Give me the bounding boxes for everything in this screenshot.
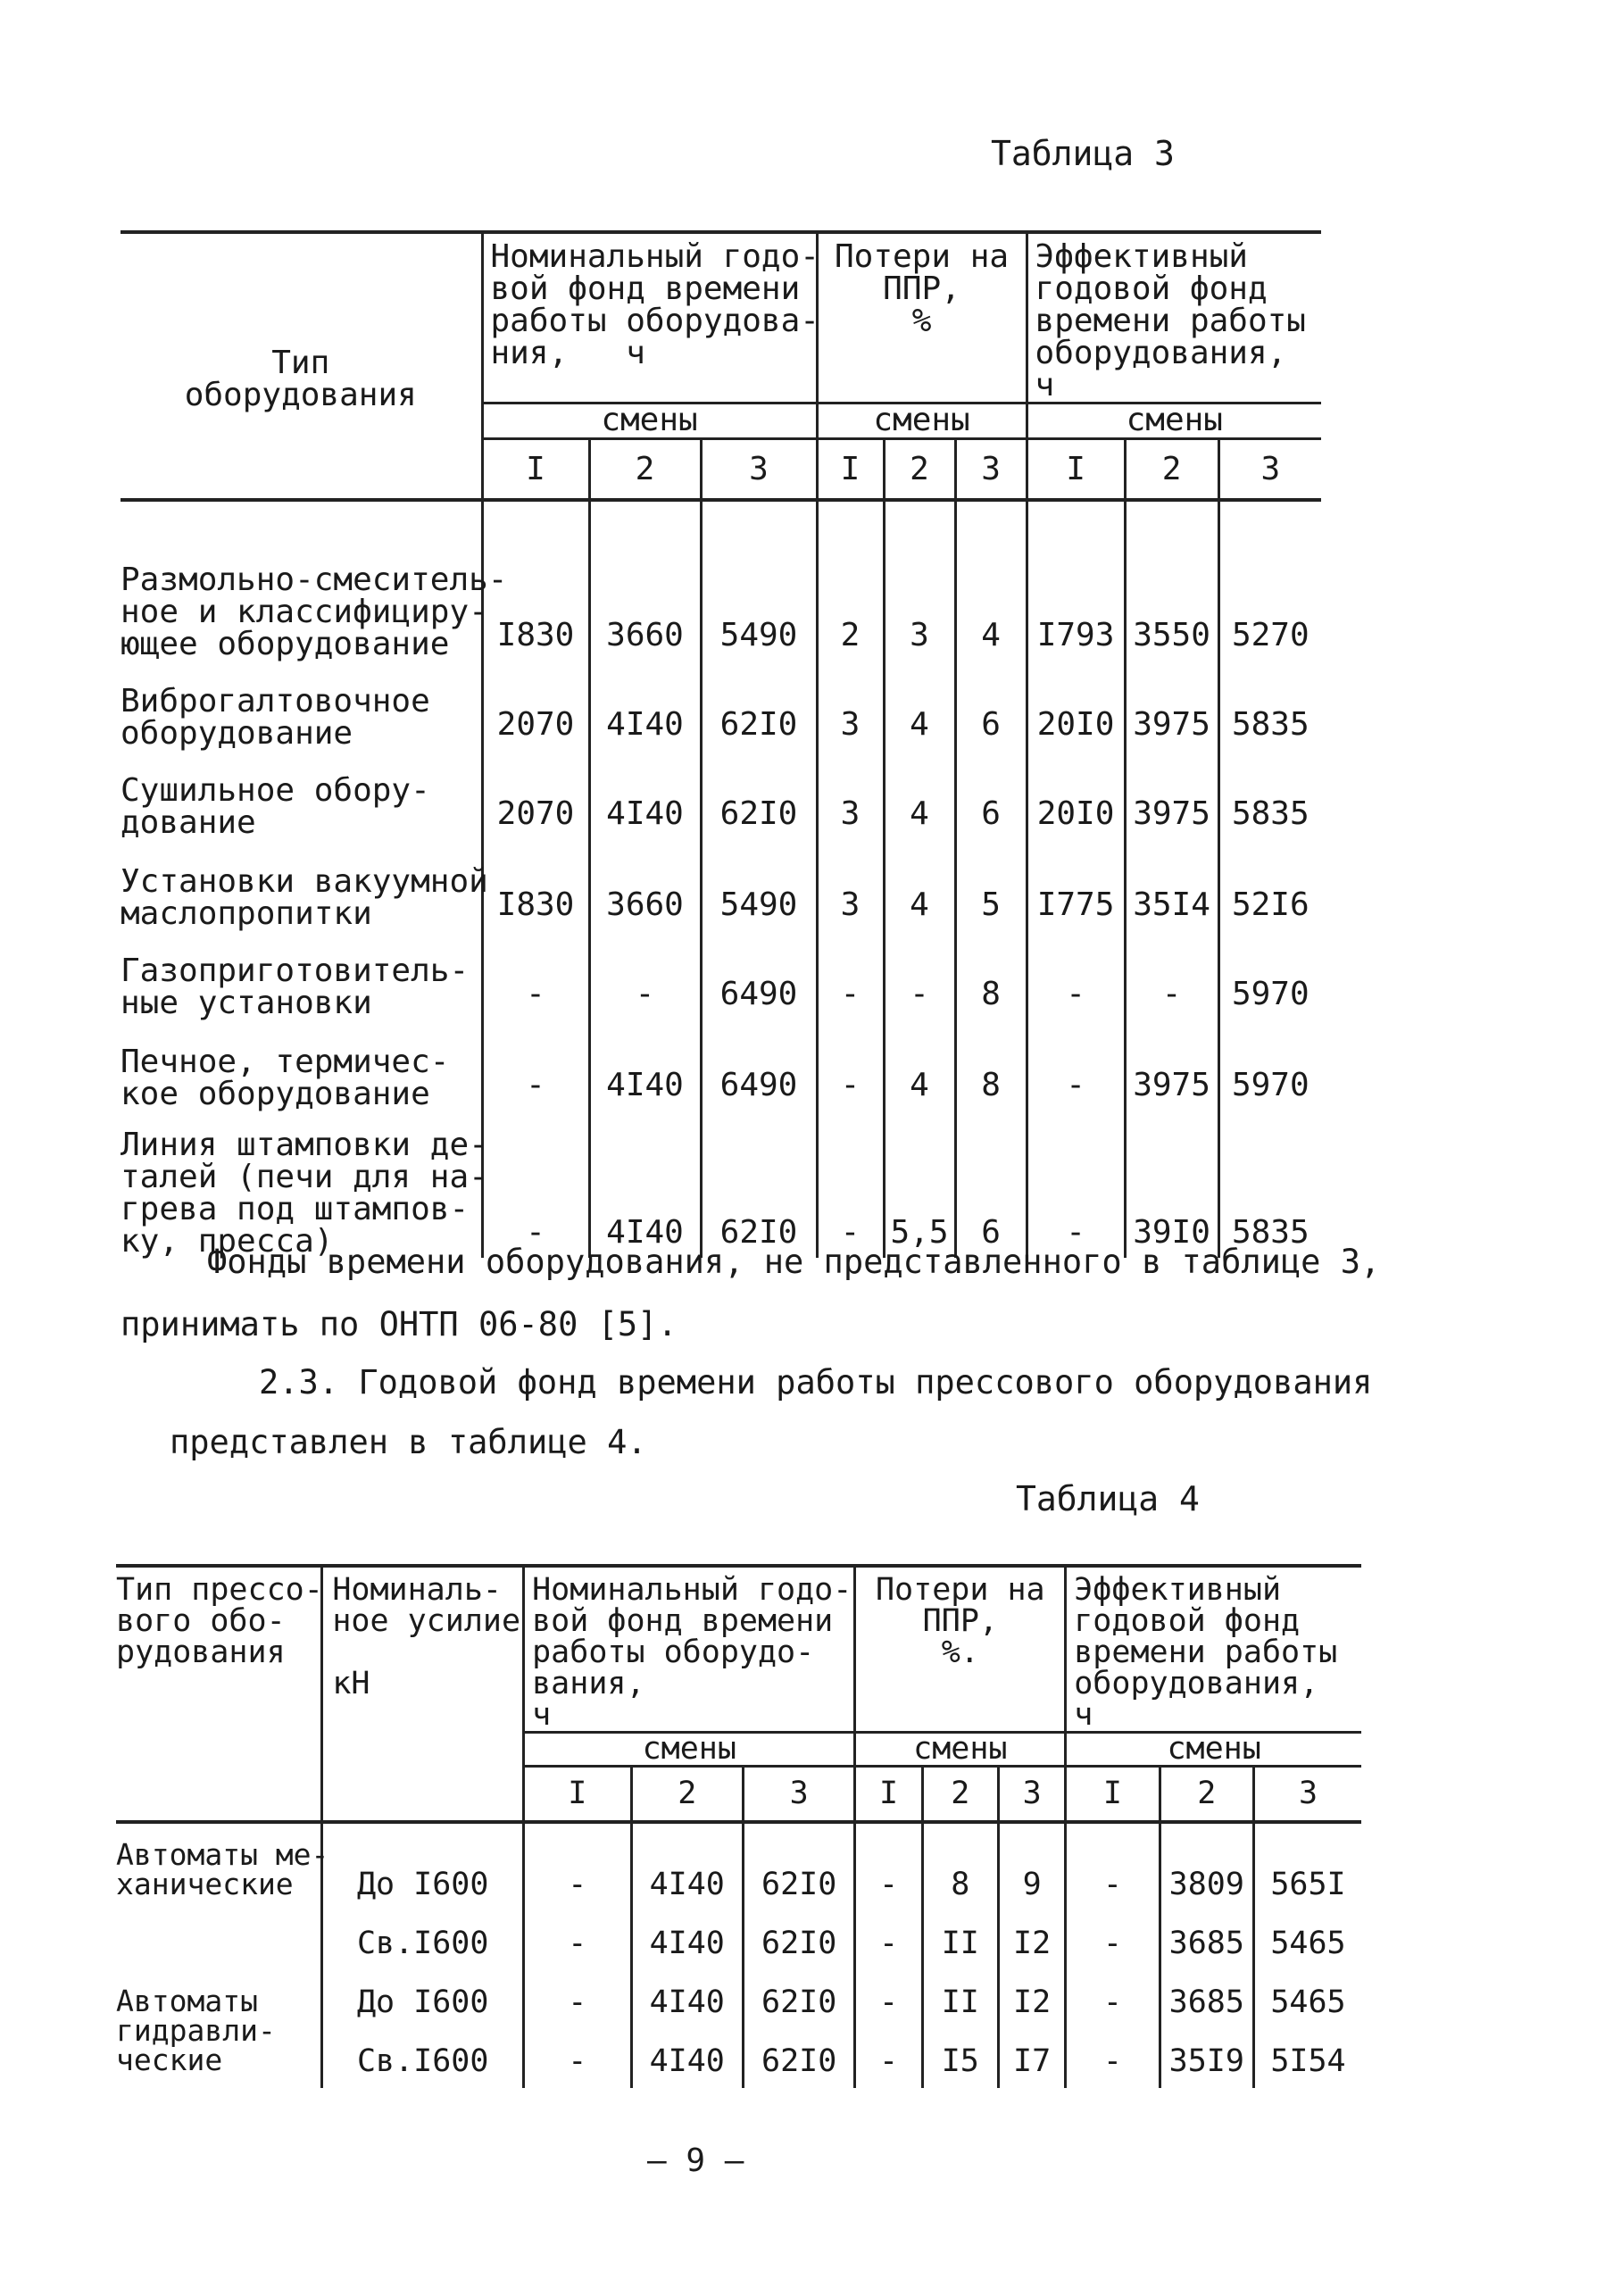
table3-cell: 5970 bbox=[1218, 1019, 1321, 1111]
table3-cell: 6490 bbox=[701, 930, 817, 1019]
table4-force: До I600 bbox=[322, 1970, 524, 2029]
table3-cell: I830 bbox=[482, 839, 589, 930]
page-number: — 9 — bbox=[647, 2142, 744, 2179]
table3-cell: 3 bbox=[817, 750, 884, 839]
t4-shifts-nominal: смены bbox=[524, 1733, 855, 1767]
table4-cell: - bbox=[524, 1911, 631, 1970]
t3-shift-num: 2 bbox=[589, 439, 701, 500]
table3-cell: 3 bbox=[817, 661, 884, 750]
table3-cell: 20I0 bbox=[1027, 750, 1125, 839]
table4-cell: 5465 bbox=[1253, 1911, 1361, 1970]
table3-cell: 2 bbox=[817, 500, 884, 661]
table3-cell: 2070 bbox=[482, 661, 589, 750]
table3-cell: 5490 bbox=[701, 500, 817, 661]
t3-shift-num: 3 bbox=[955, 439, 1027, 500]
table3-cell: 5970 bbox=[1218, 930, 1321, 1019]
table3-cell: 5490 bbox=[701, 839, 817, 930]
table3-cell: - bbox=[1125, 930, 1218, 1019]
table3-cell: 5270 bbox=[1218, 500, 1321, 661]
table4-force: Св.I600 bbox=[322, 2029, 524, 2088]
t3-header-losses: Потери на ППР, % bbox=[817, 232, 1027, 403]
table3-cell: 3975 bbox=[1125, 661, 1218, 750]
table3-cell: 5,5 bbox=[884, 1111, 955, 1258]
table4-force: Св.I600 bbox=[322, 1911, 524, 1970]
table3-cell: - bbox=[482, 930, 589, 1019]
table3-cell: 3660 bbox=[589, 500, 701, 661]
table3-cell: 8 bbox=[955, 1019, 1027, 1111]
t3-shift-num: I bbox=[482, 439, 589, 500]
table4-cell: 4I40 bbox=[631, 1822, 743, 1911]
table4-cell: II bbox=[922, 1911, 998, 1970]
table3-cell: 62I0 bbox=[701, 661, 817, 750]
table3-row bbox=[121, 750, 1321, 839]
table3-row-label: Сушильное обору- дование bbox=[121, 771, 430, 841]
table4-row bbox=[116, 1970, 1361, 2029]
t3-shifts-nominal: смены bbox=[482, 403, 817, 439]
table3-row-label: Печное, термичес- кое оборудование bbox=[121, 1043, 450, 1112]
table3-cell: 5835 bbox=[1218, 750, 1321, 839]
t4-header-force: Номиналь- ное усилие кН bbox=[322, 1566, 524, 1822]
table4-cell: - bbox=[1066, 1911, 1160, 1970]
table4-cell: 35I9 bbox=[1160, 2029, 1253, 2088]
table3-row bbox=[121, 1111, 1321, 1258]
table3-cell: - bbox=[884, 930, 955, 1019]
table3-cell: I830 bbox=[482, 500, 589, 661]
table3-cell: 3 bbox=[817, 839, 884, 930]
table3-cell: 4 bbox=[884, 839, 955, 930]
t3-header-nominal: Номинальный годо- вой фонд времени работы оборудова- ния, ч bbox=[482, 232, 817, 403]
table4-cell: 5465 bbox=[1253, 1970, 1361, 2029]
table3-cell: - bbox=[589, 930, 701, 1019]
table4-cell: - bbox=[524, 1970, 631, 2029]
table4-cell: - bbox=[855, 1970, 922, 2029]
table3-row bbox=[121, 500, 1321, 661]
table3-cell: 3550 bbox=[1125, 500, 1218, 661]
t4-shift-num: 2 bbox=[631, 1767, 743, 1822]
table4-cell: 3685 bbox=[1160, 1911, 1253, 1970]
table4-cell: 565I bbox=[1253, 1822, 1361, 1911]
table3-cell: 3660 bbox=[589, 839, 701, 930]
t3-shift-num: I bbox=[1027, 439, 1125, 500]
t3-shifts-effective: смены bbox=[1027, 403, 1321, 439]
table4-cell: 62I0 bbox=[743, 1911, 854, 1970]
t4-header-type: Тип прессо- вого обо- рудования bbox=[116, 1566, 322, 1822]
t4-shift-num: 3 bbox=[1253, 1767, 1361, 1822]
table4-cell: I5 bbox=[922, 2029, 998, 2088]
table3 bbox=[121, 230, 1321, 1258]
table3-row-label: Газоприготовитель- ные установки bbox=[121, 952, 470, 1021]
t4-header-nominal: Номинальный годо- вой фонд времени работы оборудо- вания, ч bbox=[524, 1566, 855, 1733]
table3-cell: 4I40 bbox=[589, 750, 701, 839]
t4-shift-num: I bbox=[855, 1767, 922, 1822]
t4-header-effective: Эффективный годовой фонд времени работы оборудования, ч bbox=[1066, 1566, 1361, 1733]
table4-cell: 4I40 bbox=[631, 1911, 743, 1970]
table4-cell: 8 bbox=[922, 1822, 998, 1911]
table3-cell: 4 bbox=[884, 1019, 955, 1111]
table3-cell: 5835 bbox=[1218, 661, 1321, 750]
table4-row bbox=[116, 1822, 1361, 1911]
t3-shifts-losses: смены bbox=[817, 403, 1027, 439]
table4-cell: 62I0 bbox=[743, 1970, 854, 2029]
table3-cell: 6 bbox=[955, 1111, 1027, 1258]
table3-cell: 6 bbox=[955, 750, 1027, 839]
table4-cell: 3809 bbox=[1160, 1822, 1253, 1911]
table4-cell: 4I40 bbox=[631, 2029, 743, 2088]
table3-cell: - bbox=[817, 1111, 884, 1258]
table3-row-label: Линия штамповки де- талей (печи для на- грева под штампов- ку, пресса) bbox=[121, 1126, 488, 1260]
table3-cell: - bbox=[482, 1111, 589, 1258]
table3-cell: 5 bbox=[955, 839, 1027, 930]
table3-row-label: Виброгалтовочное оборудование bbox=[121, 682, 430, 752]
table3-cell: 6 bbox=[955, 661, 1027, 750]
t4-shift-num: I bbox=[524, 1767, 631, 1822]
table3-cell: 8 bbox=[955, 930, 1027, 1019]
table3-cell: 6490 bbox=[701, 1019, 817, 1111]
t4-shifts-losses: смены bbox=[855, 1733, 1066, 1767]
table3-cell: 52I6 bbox=[1218, 839, 1321, 930]
t3-shift-num: I bbox=[817, 439, 884, 500]
table4-cell: - bbox=[855, 1911, 922, 1970]
t4-header-losses: Потери на ППР, %. bbox=[855, 1566, 1066, 1733]
table3-cell: 39I0 bbox=[1125, 1111, 1218, 1258]
table3-cell: 4I40 bbox=[589, 661, 701, 750]
table3-row-label: Размольно-смеситель- ное и классифициру- ющее оборудование bbox=[121, 561, 508, 662]
table3-row bbox=[121, 839, 1321, 930]
table4-cell: 62I0 bbox=[743, 1822, 854, 1911]
table3-cell: 5835 bbox=[1218, 1111, 1321, 1258]
table4-cell: I7 bbox=[998, 2029, 1065, 2088]
table3-row-label: Установки вакуумной маслопропитки bbox=[121, 862, 488, 932]
table3-cell: 3 bbox=[884, 500, 955, 661]
table3-cell: 3975 bbox=[1125, 1019, 1218, 1111]
t4-shifts-effective: смены bbox=[1066, 1733, 1361, 1767]
table3-cell: 62I0 bbox=[701, 1111, 817, 1258]
table4-cell: - bbox=[855, 2029, 922, 2088]
t4-shift-num: 2 bbox=[1160, 1767, 1253, 1822]
t3-shift-num: 2 bbox=[1125, 439, 1218, 500]
table4-cell: I2 bbox=[998, 1911, 1065, 1970]
table3-cell: 4 bbox=[884, 750, 955, 839]
table4-cell: - bbox=[1066, 1822, 1160, 1911]
table3-cell: 35I4 bbox=[1125, 839, 1218, 930]
t3-header-type: Тип оборудования bbox=[121, 232, 482, 500]
paragraph-line-1: Фонды времени оборудования, не представленного в таблице 3, bbox=[207, 1243, 1381, 1281]
paragraph-line-2: принимать по ОНТП 06-80 [5]. bbox=[121, 1305, 678, 1343]
table3-cell: I793 bbox=[1027, 500, 1125, 661]
table3-row bbox=[121, 1019, 1321, 1111]
table4-force: До I600 bbox=[322, 1822, 524, 1911]
table4 bbox=[116, 1564, 1361, 2088]
table4-cell: I2 bbox=[998, 1970, 1065, 2029]
table4-cell: - bbox=[855, 1822, 922, 1911]
t3-header-effective: Эффективный годовой фонд времени работы оборудования, ч bbox=[1027, 232, 1321, 403]
table3-row bbox=[121, 661, 1321, 750]
table4-group-label: Автоматы гидравли- ческие bbox=[116, 1983, 276, 2077]
table3-cell: 4 bbox=[884, 661, 955, 750]
table3-cell: - bbox=[817, 930, 884, 1019]
table4-cell: II bbox=[922, 1970, 998, 2029]
t3-shift-num: 3 bbox=[701, 439, 817, 500]
table3-cell: - bbox=[817, 1019, 884, 1111]
table3-cell: - bbox=[482, 1019, 589, 1111]
table4-cell: 4I40 bbox=[631, 1970, 743, 2029]
table3-cell: 4I40 bbox=[589, 1111, 701, 1258]
table4-cell: - bbox=[524, 2029, 631, 2088]
t3-shift-num: 3 bbox=[1218, 439, 1321, 500]
t4-shift-num: 3 bbox=[743, 1767, 854, 1822]
table3-cell: - bbox=[1027, 930, 1125, 1019]
table4-cell: 5I54 bbox=[1253, 2029, 1361, 2088]
table4-cell: - bbox=[1066, 2029, 1160, 2088]
paragraph-line-3: 2.3. Годовой фонд времени работы прессового оборудования bbox=[259, 1363, 1373, 1402]
table4-cell: 3685 bbox=[1160, 1970, 1253, 2029]
table4-cell: - bbox=[524, 1822, 631, 1911]
table3-cell: - bbox=[1027, 1019, 1125, 1111]
paragraph-line-4: представлен в таблице 4. bbox=[170, 1423, 647, 1461]
table3-cell: 3975 bbox=[1125, 750, 1218, 839]
table3-row bbox=[121, 930, 1321, 1019]
table4-caption: Таблица 4 bbox=[1016, 1479, 1200, 1518]
table3-cell: 20I0 bbox=[1027, 661, 1125, 750]
table4-group-label: Автоматы ме- ханические bbox=[116, 1836, 329, 1901]
t4-shift-num: 3 bbox=[998, 1767, 1065, 1822]
table3-cell: 2070 bbox=[482, 750, 589, 839]
t3-shift-num: 2 bbox=[884, 439, 955, 500]
t4-shift-num: I bbox=[1066, 1767, 1160, 1822]
table3-cell: 4I40 bbox=[589, 1019, 701, 1111]
table4-cell: 62I0 bbox=[743, 2029, 854, 2088]
table3-cell: 4 bbox=[955, 500, 1027, 661]
t4-shift-num: 2 bbox=[922, 1767, 998, 1822]
table4-cell: 9 bbox=[998, 1822, 1065, 1911]
table3-cell: I775 bbox=[1027, 839, 1125, 930]
table4-cell: - bbox=[1066, 1970, 1160, 2029]
table3-cell: 62I0 bbox=[701, 750, 817, 839]
table3-caption: Таблица 3 bbox=[991, 134, 1175, 173]
table3-cell: - bbox=[1027, 1111, 1125, 1258]
